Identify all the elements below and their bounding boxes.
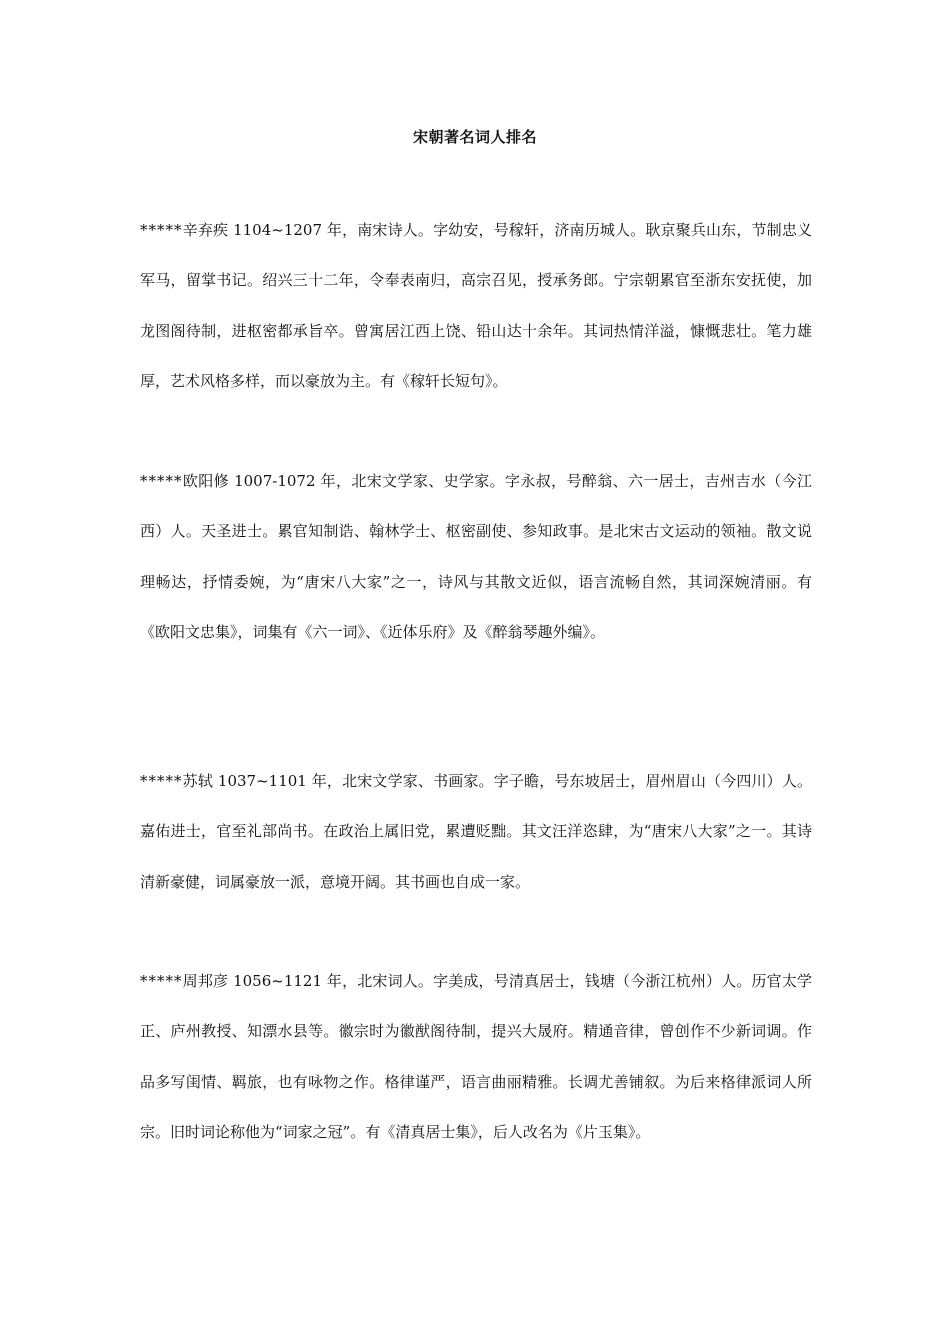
entry-text: 欧阳修 1007-1072 年，北宋文学家、史学家。字永叔，号醉翁、六一居士，吉州吉水（今江西）人。天圣进士。累官知制诰、翰林学士、枢密副使、参知政事。是北宋古文运动的领袖。散文说理畅达，抒情委婉，为“唐宋八大家”之一，诗风与其散文近似，语言流畅自然，其词深婉清丽。有《欧阳文忠集》，词集有《六一词》、《近体乐府》及《醉翁琴趣外编》。 [140, 472, 812, 642]
entry-marker: ***** [140, 972, 183, 990]
poet-entry-xin-qiji [140, 205, 812, 407]
entry-text: 苏轼 1037~1101 年，北宋文学家、书画家。字子瞻，号东坡居士，眉州眉山（今四川）人。嘉佑进士，官至礼部尚书。在政治上属旧党，累遭贬黜。其文汪洋恣肆，为“唐宋八大家”之一。其诗清新豪健，词属豪放一派，意境开阔。其书画也自成一家。 [140, 772, 812, 891]
poet-entry-ouyang-xiu [140, 456, 812, 658]
entry-text: 辛弃疾 1104~1207 年，南宋诗人。字幼安，号稼轩，济南历城人。耿京聚兵山东，节制忠义军马，留掌书记。绍兴三十二年，令奉表南归，高宗召见，授承务郎。宁宗朝累官至浙东安抚使，加龙图阁待制，进枢密都承旨卒。曾寓居江西上饶、铅山达十余年。其词热情洋溢，慷慨悲壮。笔力雄厚，艺术风格多样，而以豪放为主。有《稼轩长短句》。 [140, 221, 812, 391]
poet-entry-zhou-bangyan [140, 956, 812, 1158]
poet-entry-su-shi [140, 756, 812, 907]
document-title: 宋朝著名词人排名 [412, 128, 537, 146]
entry-marker: ***** [140, 472, 183, 490]
entry-marker: ***** [140, 221, 183, 239]
entry-marker: ***** [140, 772, 183, 790]
entry-text: 周邦彦 1056~1121 年，北宋词人。字美成，号清真居士，钱塘（今浙江杭州）人。历官太学正、庐州教授、知漂水县等。徽宗时为徽猷阁待制，提兴大晟府。精通音律，曾创作不少新词调。作品多写闺情、羁旅，也有咏物之作。格律谨严，语言曲丽精雅。长调尤善铺叙。为后来格律派词人所宗。旧时词论称他为“词家之冠”。有《清真居士集》，后人改名为《片玉集》。 [140, 972, 812, 1142]
